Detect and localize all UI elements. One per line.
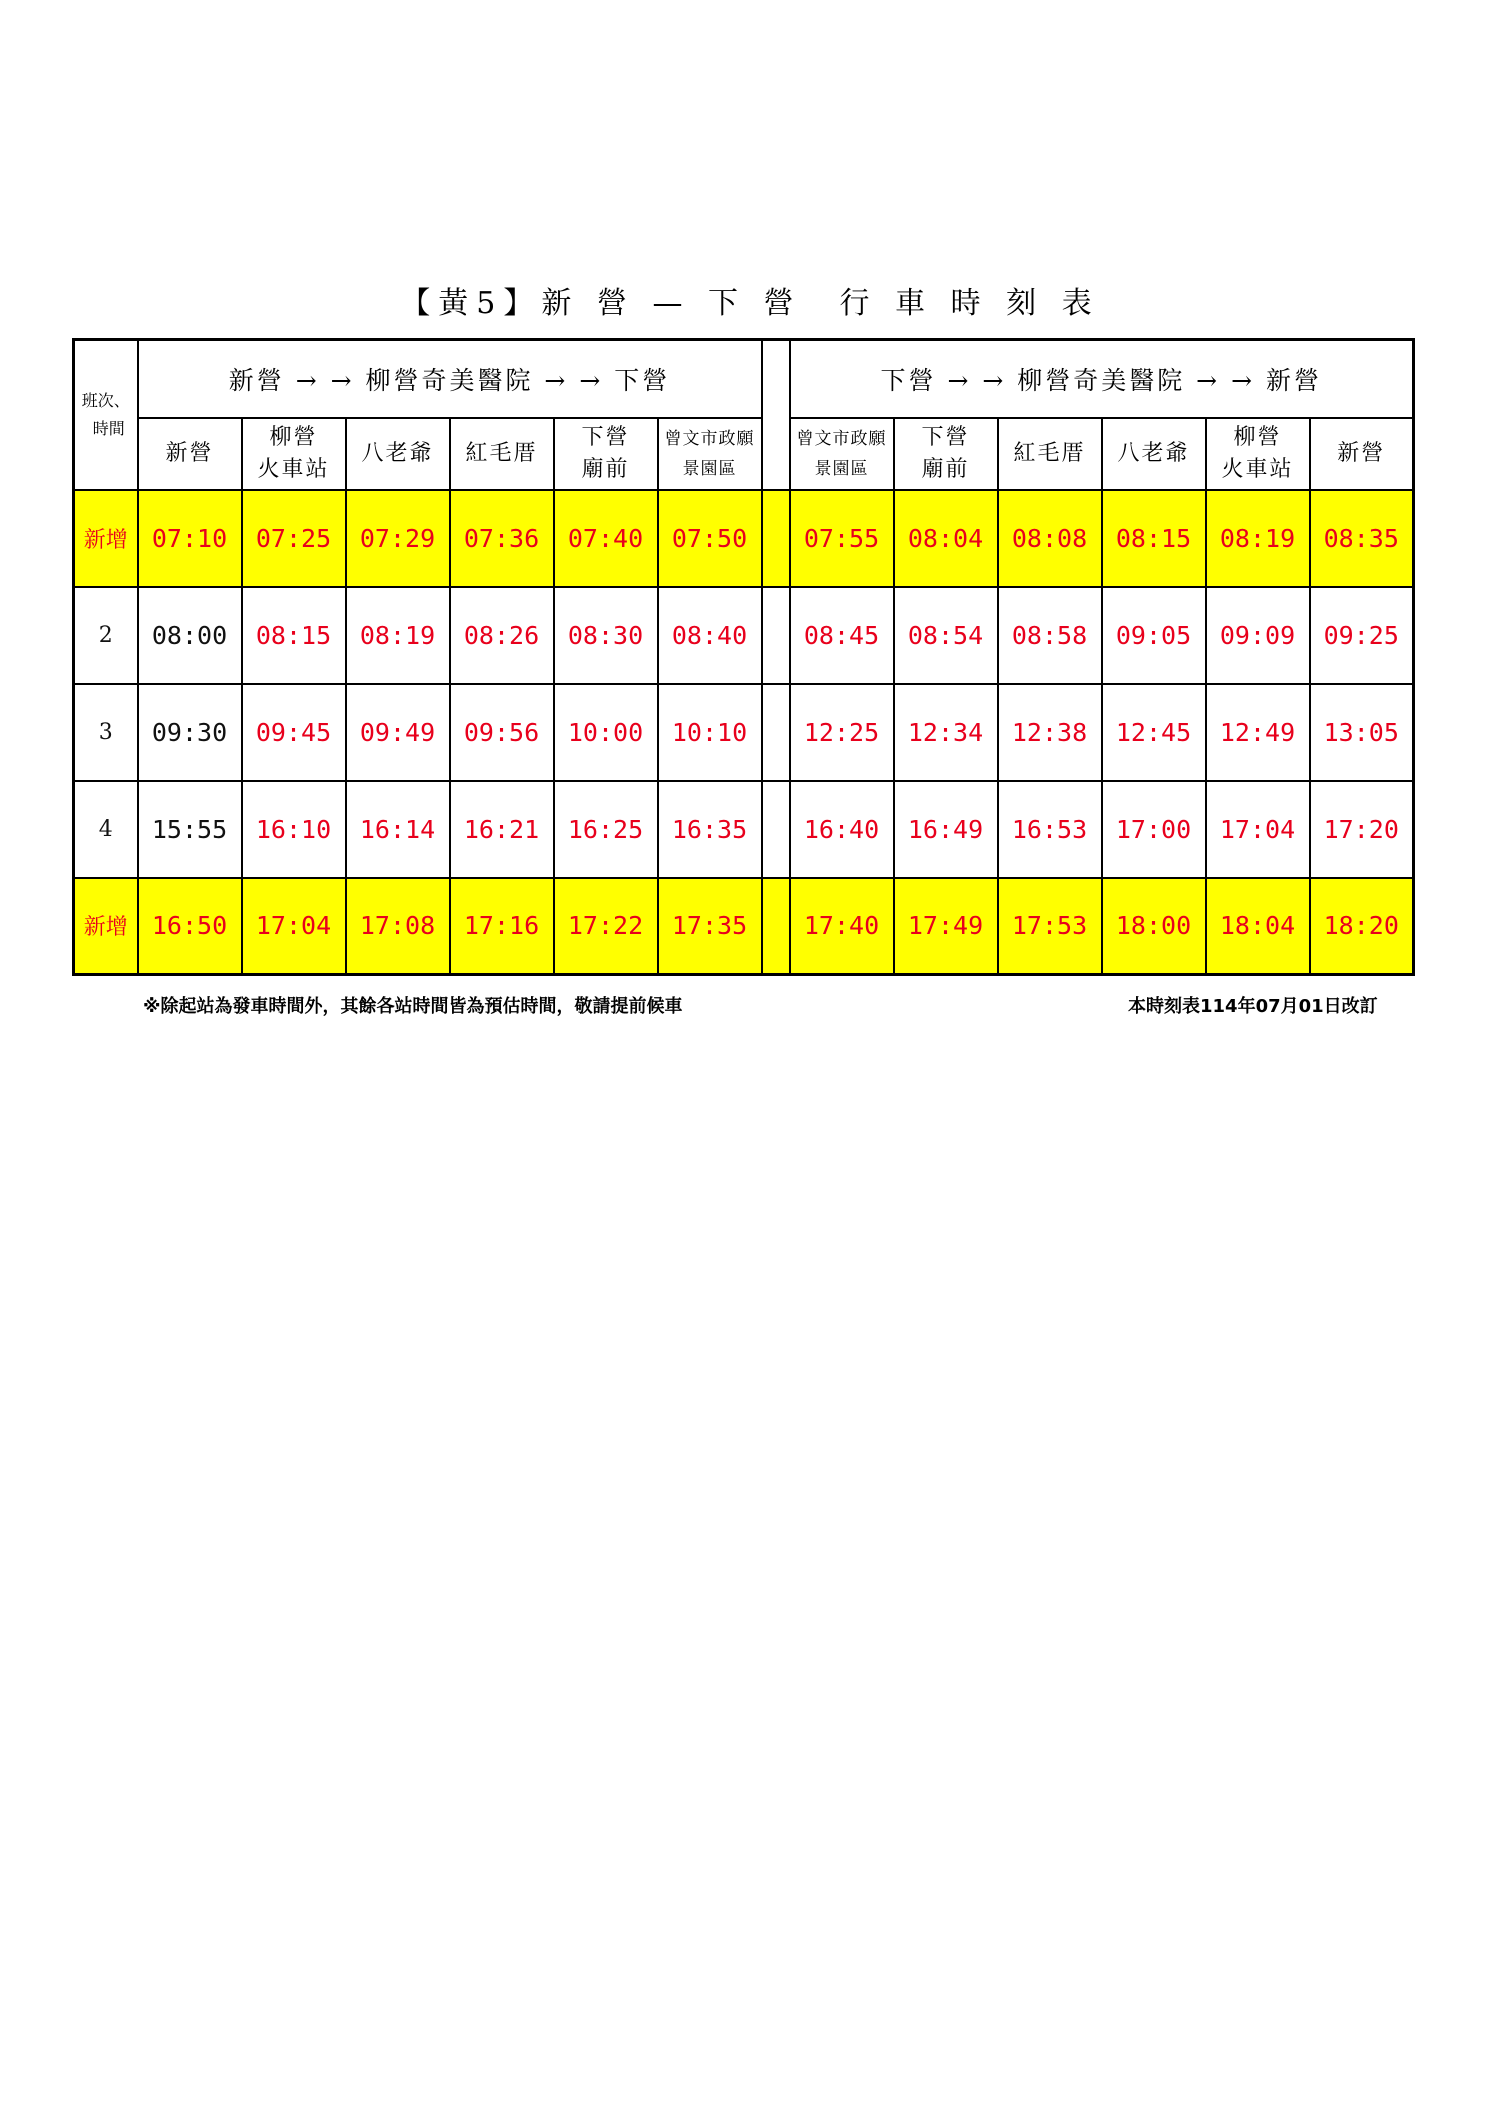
page-title: 【黃5】新 營 — 下 營 行 車 時 刻 表: [400, 286, 1100, 321]
inbound-time-cell: 17:40: [790, 878, 894, 975]
station-name-line: 紅毛厝: [465, 440, 538, 466]
inbound-time-cell: 08:19: [1206, 490, 1310, 587]
outbound-time-cell: 09:49: [346, 684, 450, 781]
outbound-time-cell: 09:30: [138, 684, 242, 781]
inbound-time-cell: 18:04: [1206, 878, 1310, 975]
inbound-time-cell: 18:00: [1102, 878, 1206, 975]
outbound-time-cell: 07:10: [138, 490, 242, 587]
corner-label-line1: 班次、: [81, 390, 130, 410]
outbound-time-cell: 08:40: [658, 587, 762, 684]
direction-separator-cell: [762, 684, 790, 781]
inbound-time-cell: 12:45: [1102, 684, 1206, 781]
outbound-time-cell: 07:36: [450, 490, 554, 587]
outbound-time-cell: 07:40: [554, 490, 658, 587]
outbound-time-cell: 16:35: [658, 781, 762, 878]
outbound-time-cell: 16:10: [242, 781, 346, 878]
outbound-time-cell: 17:35: [658, 878, 762, 975]
outbound-station-1: [242, 418, 346, 490]
trip-label: 4: [74, 781, 138, 878]
outbound-time-cell: 09:45: [242, 684, 346, 781]
outbound-time-cell: 08:30: [554, 587, 658, 684]
inbound-time-cell: 17:00: [1102, 781, 1206, 878]
station-name-line: 火車站: [257, 456, 330, 482]
trip-row: [74, 684, 1414, 781]
trip-row: [74, 587, 1414, 684]
trip-label: 新增: [74, 490, 138, 587]
inbound-route-header: 下營 → → 柳營奇美醫院 → → 新營: [790, 340, 1414, 418]
inbound-time-cell: 17:04: [1206, 781, 1310, 878]
outbound-time-cell: 16:25: [554, 781, 658, 878]
station-name-line: 景園區: [682, 458, 737, 479]
trip-label: 新增: [74, 878, 138, 975]
inbound-time-cell: 08:54: [894, 587, 998, 684]
station-name-line: 火車站: [1221, 456, 1294, 482]
outbound-time-cell: 17:16: [450, 878, 554, 975]
outbound-time-cell: 17:22: [554, 878, 658, 975]
outbound-time-cell: 15:55: [138, 781, 242, 878]
station-name-line: 柳營: [1233, 424, 1282, 450]
inbound-station-4: [1206, 418, 1310, 490]
outbound-time-cell: 07:25: [242, 490, 346, 587]
inbound-time-cell: 12:49: [1206, 684, 1310, 781]
station-name-line: 新營: [165, 440, 214, 466]
inbound-time-cell: 08:04: [894, 490, 998, 587]
outbound-time-cell: 09:56: [450, 684, 554, 781]
inbound-time-cell: 07:55: [790, 490, 894, 587]
outbound-station-5: [658, 418, 762, 490]
station-name-line: 下營: [921, 424, 970, 450]
inbound-station-3: [1102, 418, 1206, 490]
inbound-station-1: [894, 418, 998, 490]
inbound-time-cell: 18:20: [1310, 878, 1414, 975]
inbound-time-cell: 08:08: [998, 490, 1102, 587]
station-name-line: 柳營: [269, 424, 318, 450]
outbound-time-cell: 08:15: [242, 587, 346, 684]
inbound-time-cell: 16:53: [998, 781, 1102, 878]
trip-label: 3: [74, 684, 138, 781]
station-name-line: 八老爺: [1117, 440, 1190, 466]
outbound-station-3: [450, 418, 554, 490]
outbound-time-cell: 10:10: [658, 684, 762, 781]
outbound-station-2: [346, 418, 450, 490]
trip-row: [74, 490, 1414, 587]
station-name-line: 景園區: [814, 458, 869, 479]
station-name-line: 八老爺: [361, 440, 434, 466]
inbound-time-cell: 12:38: [998, 684, 1102, 781]
inbound-time-cell: 16:49: [894, 781, 998, 878]
inbound-station-2: [998, 418, 1102, 490]
inbound-station-0: [790, 418, 894, 490]
outbound-time-cell: 17:04: [242, 878, 346, 975]
inbound-station-5: [1310, 418, 1414, 490]
outbound-route-header: 新營 → → 柳營奇美醫院 → → 下營: [138, 340, 762, 418]
outbound-time-cell: 07:29: [346, 490, 450, 587]
outbound-time-cell: 10:00: [554, 684, 658, 781]
inbound-time-cell: 08:15: [1102, 490, 1206, 587]
inbound-time-cell: 16:40: [790, 781, 894, 878]
outbound-time-cell: 07:50: [658, 490, 762, 587]
station-name-line: 曾文市政願: [664, 428, 755, 449]
station-name-line: 紅毛厝: [1013, 440, 1086, 466]
trip-row: [74, 781, 1414, 878]
inbound-time-cell: 08:45: [790, 587, 894, 684]
inbound-time-cell: 09:25: [1310, 587, 1414, 684]
direction-separator-cell: [762, 781, 790, 878]
outbound-station-4: [554, 418, 658, 490]
outbound-time-cell: 08:19: [346, 587, 450, 684]
inbound-time-cell: 12:25: [790, 684, 894, 781]
station-name-line: 曾文市政願: [796, 428, 887, 449]
inbound-time-cell: 17:49: [894, 878, 998, 975]
inbound-time-cell: 13:05: [1310, 684, 1414, 781]
inbound-time-cell: 08:58: [998, 587, 1102, 684]
corner-label-line2: 時間: [92, 418, 125, 438]
direction-separator: [762, 340, 790, 490]
direction-separator-cell: [762, 587, 790, 684]
station-name-line: 新營: [1337, 440, 1386, 466]
footnote-revision: 本時刻表114年07月01日改訂: [1128, 996, 1378, 1017]
inbound-time-cell: 08:35: [1310, 490, 1414, 587]
station-name-line: 下營: [581, 424, 630, 450]
inbound-time-cell: 12:34: [894, 684, 998, 781]
outbound-time-cell: 16:14: [346, 781, 450, 878]
inbound-time-cell: 17:20: [1310, 781, 1414, 878]
timetable: [72, 338, 1415, 976]
outbound-time-cell: 08:26: [450, 587, 554, 684]
station-name-line: 廟前: [921, 456, 970, 482]
inbound-time-cell: 09:09: [1206, 587, 1310, 684]
outbound-station-0: [138, 418, 242, 490]
outbound-time-cell: 16:50: [138, 878, 242, 975]
direction-separator-cell: [762, 490, 790, 587]
trip-row: [74, 878, 1414, 975]
station-name-line: 廟前: [581, 456, 630, 482]
corner-header: [74, 340, 138, 490]
trip-label: 2: [74, 587, 138, 684]
direction-separator-cell: [762, 878, 790, 975]
outbound-time-cell: 17:08: [346, 878, 450, 975]
outbound-time-cell: 08:00: [138, 587, 242, 684]
inbound-time-cell: 17:53: [998, 878, 1102, 975]
footnote-estimate: ※除起站為發車時間外，其餘各站時間皆為預估時間，敬請提前候車: [143, 996, 683, 1017]
outbound-time-cell: 16:21: [450, 781, 554, 878]
inbound-time-cell: 09:05: [1102, 587, 1206, 684]
